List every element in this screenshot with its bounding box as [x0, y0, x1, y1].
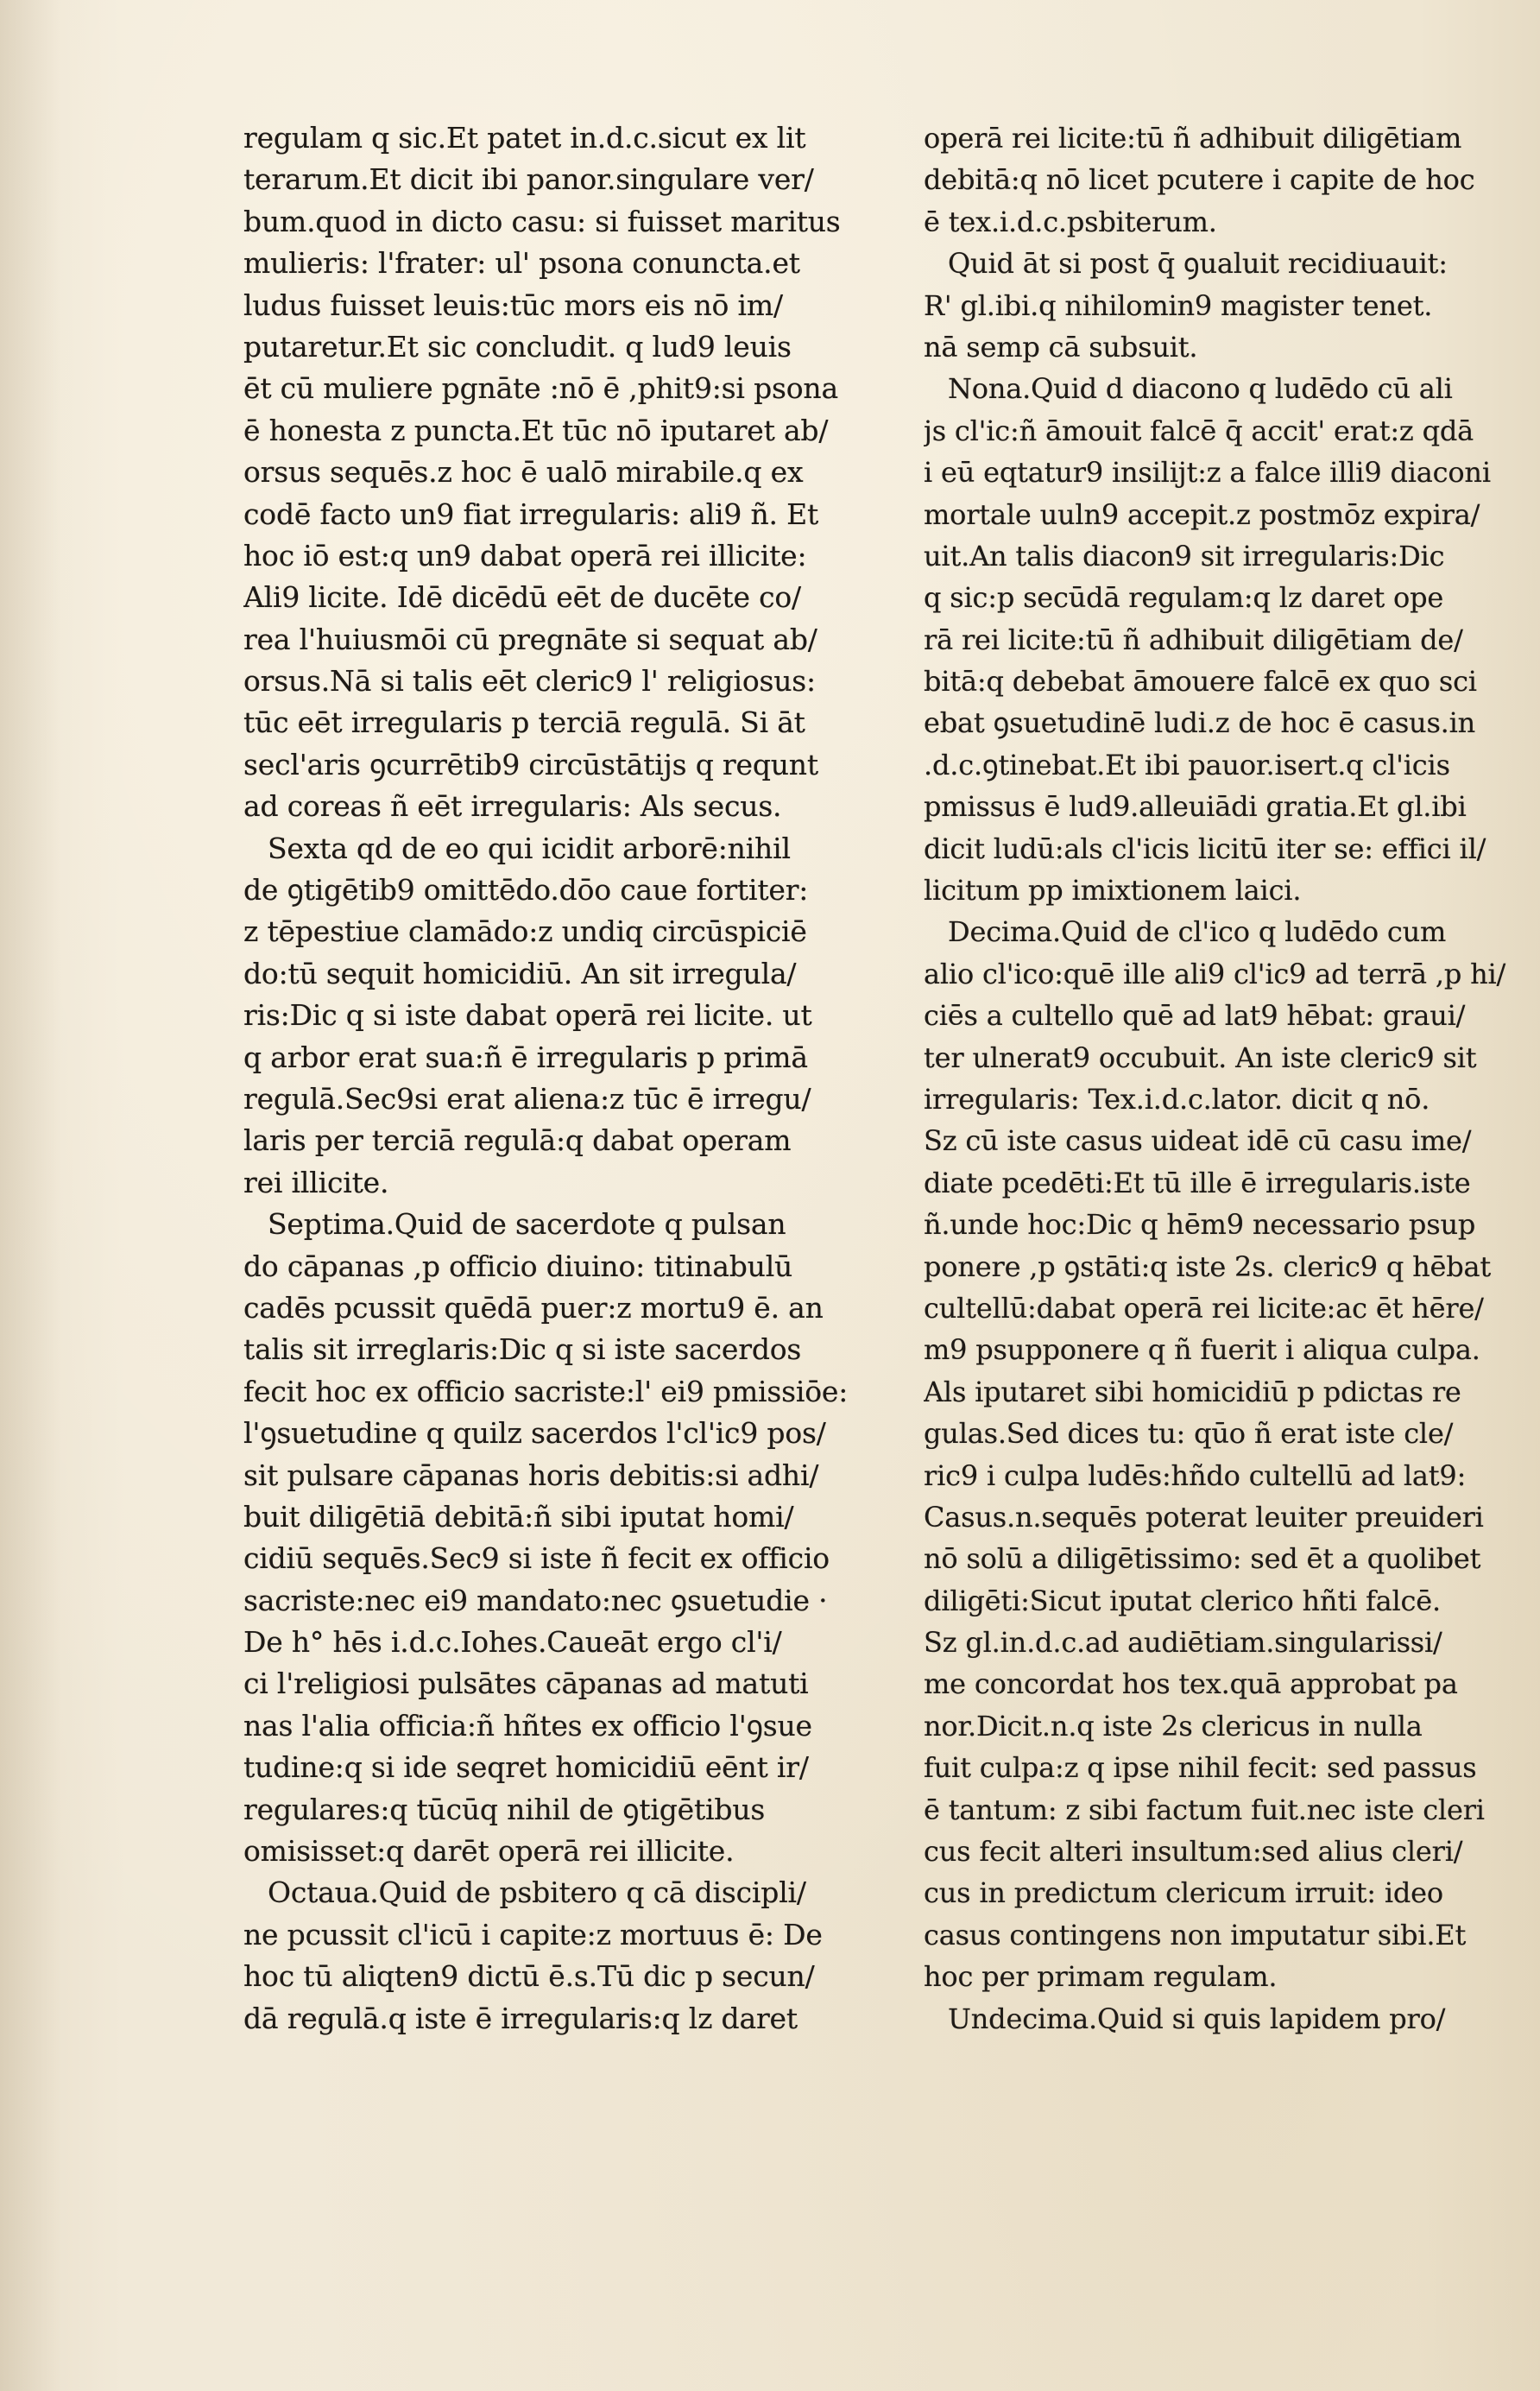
text-line: debitā:q nō licet pcutere i capite de hoc: [924, 163, 1475, 197]
text-line: ciēs a cultello quē ad lat9 hēbat: graui/: [924, 999, 1466, 1033]
text-line: De h° hēs i.d.c.Iohes.Caueāt ergo cl'i/: [243, 1625, 782, 1660]
text-line: bum.quod in dicto casu: si fuisset maritus: [243, 204, 841, 238]
text-line: sit pulsare cāpanas horis debitis:si adhi/: [243, 1458, 819, 1492]
text-line: ris:Dic q si iste dabat operā rei licite. ut: [243, 998, 812, 1033]
text-line: R' gl.ibi.q nihilomin9 magister tenet.: [924, 288, 1433, 322]
text-line: q sic:p secūdā regulam:q lz daret ope: [924, 581, 1444, 615]
text-line: rea l'huiusmōi cū pregnāte si sequat ab/: [243, 622, 817, 656]
text-line: Ali9 licite. Idē dicēdū eēt de ducēte co/: [243, 580, 801, 615]
text-line: ludus fuisset leuis:tūc mors eis nō im/: [243, 288, 783, 322]
text-line: diligēti:Sicut iputat clerico hñti falcē.: [924, 1584, 1441, 1617]
text-line: bitā:q debebat āmouere falcē ex quo sci: [924, 665, 1477, 699]
text-line: nor.Dicit.n.q iste 2s clericus in nulla: [924, 1709, 1423, 1743]
text-line: regulares:q tūcūq nihil de ꝯtigētibus: [243, 1792, 766, 1826]
text-line: nas l'alia officia:ñ hñtes ex officio l'ꝯsue: [243, 1708, 812, 1743]
text-line: tudine:q si ide seqret homicidiū eēnt ir/: [243, 1750, 809, 1785]
text-line: Sz cū iste casus uideat idē cū casu ime/: [924, 1124, 1472, 1158]
text-line: ter ulnerat9 occubuit. An iste cleric9 sit: [924, 1041, 1477, 1074]
left-text-column: [243, 117, 875, 2040]
text-line: m9 psupponere q ñ fuerit i aliqua culpa.: [924, 1333, 1480, 1367]
text-line: cidiū sequēs.Sec9 si iste ñ fecit ex officio: [243, 1541, 830, 1576]
text-line: gulas.Sed dices tu: qūo ñ erat iste cle/: [924, 1417, 1454, 1451]
text-line: nō solū a diligētissimo: sed ēt a quolibet: [924, 1542, 1481, 1576]
text-line: hoc tū aliqten9 dictū ē.s.Tū dic p secun/: [243, 1959, 815, 1994]
text-line: casus contingens non imputatur sibi.Et: [924, 1918, 1467, 1951]
text-line: ci l'religiosi pulsātes cāpanas ad matuti: [243, 1667, 809, 1701]
text-line: rā rei licite:tū ñ adhibuit diligētiam de/: [924, 623, 1463, 656]
section-start-octaua: Octaua.Quid de psbitero q cā discipli/: [268, 1875, 806, 1910]
section-start-nona: Nona.Quid d diacono q ludēdo cū ali: [948, 372, 1453, 406]
text-line: omisisset:q darēt operā rei illicite.: [243, 1834, 735, 1869]
text-line: js cl'ic:ñ āmouit falcē q̄ accit' erat:z qdā: [924, 414, 1474, 447]
text-line: nā semp cā subsuit.: [924, 330, 1198, 364]
text-line: talis sit irreglaris:Dic q si iste sacerdos: [243, 1332, 802, 1367]
right-text-column: [924, 117, 1512, 2040]
text-line: ne pcussit cl'icū i capite:z mortuus ē: De: [243, 1917, 823, 1951]
text-line: uit.An talis diacon9 sit irregularis:Dic: [924, 539, 1445, 572]
text-line: ñ.unde hoc:Dic q hēm9 necessario psup: [924, 1208, 1476, 1242]
text-line: Sz gl.in.d.c.ad audiētiam.singularissi/: [924, 1626, 1442, 1660]
text-line: rei illicite.: [243, 1165, 389, 1199]
text-line: fuit culpa:z q ipse nihil fecit: sed passus: [924, 1751, 1477, 1785]
text-line: licitum pp imixtionem laici.: [924, 874, 1302, 908]
section-start-decima: Decima.Quid de cl'ico q ludēdo cum: [948, 915, 1447, 949]
text-line: ebat ꝯsuetudinē ludi.z de hoc ē casus.in: [924, 706, 1476, 740]
text-line: regulam q sic.Et patet in.d.c.sicut ex lit: [243, 121, 806, 155]
text-line: Quid āt si post q̄ ꝯualuit recidiuauit:: [948, 247, 1448, 281]
text-line: i eū eqtatur9 insilijt:z a falce illi9 diaconi: [924, 456, 1491, 490]
text-line: ē honesta z puncta.Et tūc nō iputaret ab/: [243, 413, 829, 447]
text-line: cus in predictum clericum irruit: ideo: [924, 1876, 1443, 1910]
text-line: de ꝯtigētib9 omittēdo.dōo caue fortiter:: [243, 873, 809, 908]
text-line: q arbor erat sua:ñ ē irregularis p primā: [243, 1040, 808, 1074]
text-line: do cāpanas ,p officio diuino: titinabulū: [243, 1249, 793, 1283]
text-line: buit diligētiā debitā:ñ sibi iputat homi/: [243, 1499, 794, 1534]
text-line: hoc per primam regulam.: [924, 1960, 1278, 1994]
text-line: codē facto un9 fiat irregularis: ali9 ñ. Et: [243, 497, 819, 531]
text-line: ric9 i culpa ludēs:hñdo cultellū ad lat9:: [924, 1458, 1467, 1492]
text-line: z tēpestiue clamādo:z undiq circūspiciē: [243, 914, 807, 949]
text-line: orsus.Nā si talis eēt cleric9 l' religiosus:: [243, 664, 816, 699]
text-line: do:tū sequit homicidiū. An sit irregula/: [243, 956, 797, 990]
section-start-undecima: Undecima.Quid si quis lapidem pro/: [948, 2002, 1446, 2035]
text-line: .d.c.ꝯtinebat.Et ibi pauor.isert.q cl'icis: [924, 748, 1450, 781]
text-line: irregularis: Tex.i.d.c.lator. dicit q nō.: [924, 1082, 1430, 1116]
text-line: pmissus ē lud9.alleuiādi gratia.Et gl.ibi: [924, 790, 1467, 824]
text-line: operā rei licite:tū ñ adhibuit diligētiam: [924, 122, 1462, 155]
text-line: fecit hoc ex officio sacriste:l' ei9 pmissiōe:: [243, 1374, 849, 1408]
text-line: alio cl'ico:quē ille ali9 cl'ic9 ad terrā ,p hi/: [924, 957, 1506, 990]
text-line: secl'aris ꝯcurrētib9 circūstātijs q requnt: [243, 747, 818, 781]
text-line: regulā.Sec9si erat aliena:z tūc ē irregu/: [243, 1081, 811, 1116]
text-line: orsus sequēs.z hoc ē ualō mirabile.q ex: [243, 455, 804, 490]
text-line: ē tantum: z sibi factum fuit.nec iste cleri: [924, 1793, 1485, 1826]
text-line: tūc eēt irregularis p terciā regulā. Si āt: [243, 705, 805, 740]
text-line: Als iputaret sibi homicidiū p pdictas re: [924, 1375, 1461, 1408]
text-line: ad coreas ñ eēt irregularis: Als secus.: [243, 789, 782, 824]
text-line: ēt cū muliere pgnāte :nō ē ,phit9:si psona: [243, 371, 838, 406]
section-start-sexta: Sexta qd de eo qui icidit arborē:nihil: [268, 831, 791, 865]
text-line: dā regulā.q iste ē irregularis:q lz daret: [243, 2001, 798, 2035]
text-line: cus fecit alteri insultum:sed alius cleri/: [924, 1835, 1463, 1869]
text-line: ponere ,p ꝯstāti:q iste 2s. cleric9 q hēbat: [924, 1249, 1492, 1283]
text-line: l'ꝯsuetudine q quilz sacerdos l'cl'ic9 pos/: [243, 1416, 826, 1451]
text-line: diate pcedēti:Et tū ille ē irregularis.iste: [924, 1166, 1471, 1199]
text-line: mulieris: l'frater: ul' psona conuncta.et: [243, 246, 800, 281]
text-line: dicit ludū:als cl'icis licitū iter se: effici il/: [924, 832, 1486, 865]
text-line: terarum.Et dicit ibi panor.singulare ver/: [243, 162, 814, 197]
text-line: mortale uuln9 accepit.z postmōz expira/: [924, 497, 1480, 531]
section-start-septima: Septima.Quid de sacerdote q pulsan: [268, 1207, 786, 1242]
text-line: cultellū:dabat operā rei licite:ac ēt hēre/: [924, 1291, 1484, 1325]
text-line: cadēs pcussit quēdā puer:z mortu9 ē. an: [243, 1290, 824, 1325]
text-line: me concordat hos tex.quā approbat pa: [924, 1667, 1458, 1701]
text-line: laris per terciā regulā:q dabat operam: [243, 1123, 792, 1158]
text-line: hoc iō est:q un9 dabat operā rei illicite:: [243, 538, 807, 572]
text-line: Casus.n.sequēs poterat leuiter preuideri: [924, 1500, 1484, 1534]
text-line: ē tex.i.d.c.psbiterum.: [924, 205, 1217, 238]
text-line: sacriste:nec ei9 mandato:nec ꝯsuetudie ·: [243, 1583, 828, 1617]
text-line: putaretur.Et sic concludit. q lud9 leuis: [243, 329, 792, 364]
